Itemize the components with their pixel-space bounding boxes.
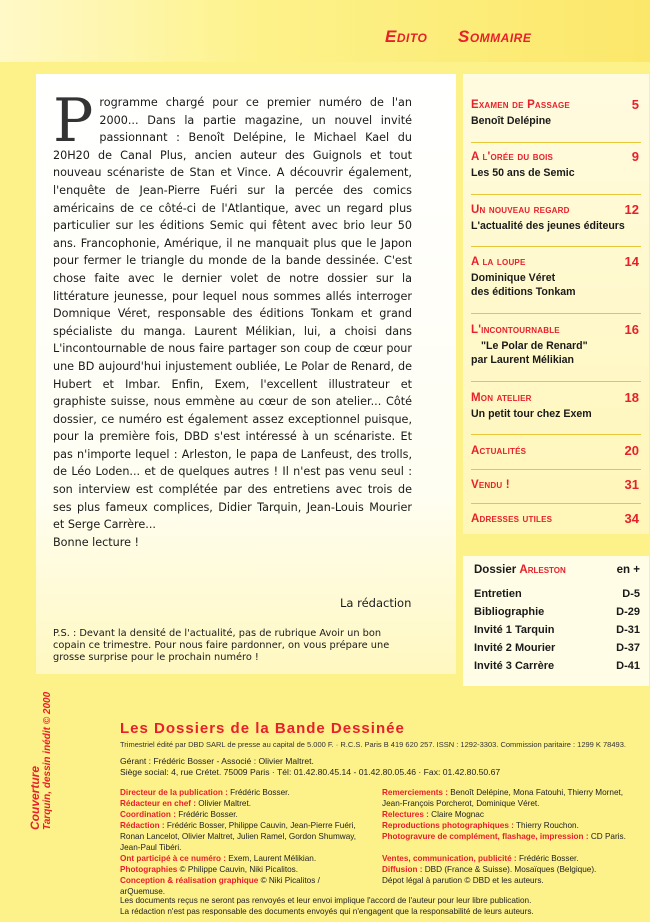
editorial-text: [53, 86, 412, 551]
credit-value: Frédéric Bosser.: [230, 788, 290, 797]
credit-label: Reproductions photographiques :: [382, 821, 514, 830]
toc-item[interactable]: [471, 99, 641, 128]
toc-page: 9: [631, 149, 639, 164]
legal-deposit: Dépot légal à parution © DBD et les auteurs.: [382, 876, 544, 885]
toc-subtitle: Les 50 ans de Semic: [471, 167, 575, 179]
dossier-item[interactable]: [474, 642, 640, 654]
dossier-label: Dossier: [474, 564, 517, 576]
header-strip: [0, 0, 650, 62]
credit-value: Thierry Rouchon.: [516, 821, 579, 830]
credit-value: Exem, Laurent Mélikian.: [228, 854, 317, 863]
dossier-item-label: Invité 2 Mourier: [474, 642, 556, 654]
toc-item[interactable]: [471, 256, 641, 299]
toc-page: 31: [624, 477, 639, 492]
dossier-name: Arleston: [519, 564, 566, 576]
credit-value: Benoît Delépine, Mona Fatouhi, Thierry Mornet, Jean-François Porcherot, Dominique Véret.: [382, 788, 624, 808]
credit-label: Rédacteur en chef :: [120, 799, 196, 808]
dossier-item[interactable]: [474, 624, 640, 636]
toc-title: Vendu !: [471, 479, 510, 491]
toc-item[interactable]: [471, 324, 641, 367]
dossier-item[interactable]: [474, 588, 640, 600]
toc-title: A la loupe: [471, 256, 526, 268]
toc-page: 12: [624, 202, 639, 217]
divider: [471, 246, 641, 247]
dossier-item-page: D-41: [616, 660, 640, 672]
toc-subtitle-2: des éditions Tonkam: [471, 286, 576, 298]
editorial-closing: Bonne lecture !: [53, 535, 140, 549]
credit-label: Diffusion :: [382, 865, 423, 874]
credit-label: Directeur de la publication :: [120, 788, 228, 797]
toc-subtitle: Dominique Véret: [471, 272, 556, 284]
toc-title: Adresses utiles: [471, 513, 553, 525]
toc-subtitle: L'actualité des jeunes éditeurs: [471, 220, 625, 232]
toc-page: 16: [624, 322, 639, 337]
toc-page: 20: [624, 443, 639, 458]
credit-label: Remerciements :: [382, 788, 448, 797]
credits-left: [120, 787, 360, 897]
divider: [471, 469, 641, 470]
toc-title: Examen de Passage: [471, 99, 570, 111]
dossier-item[interactable]: [474, 606, 640, 618]
divider: [471, 313, 641, 314]
address-line: Siège social: 4, rue Crétet. 75009 Paris · Tél: 01.42.80.45.14 - 01.42.80.05.46 · Fax: 01.42.80.50.67: [120, 767, 501, 777]
divider: [471, 503, 641, 504]
credit-label: Coordination :: [120, 810, 176, 819]
toc-subtitle-2: par Laurent Mélikian: [471, 354, 575, 366]
dossier-extra: en +: [616, 564, 640, 576]
postscript: P.S. : Devant la densité de l'actualité, pas de rubrique Avoir un bon copain ce trimestre. Pour nous faire pardonner, on vous prépare une grosse surprise pour le prochain numéro !: [53, 628, 390, 664]
credit-value: Claire Mognac: [431, 810, 484, 819]
dossier-item-label: Invité 3 Carrère: [474, 660, 555, 672]
credit-label: Relectures :: [382, 810, 429, 819]
toc-item[interactable]: [471, 392, 641, 421]
toc-page: 14: [624, 254, 639, 269]
credit-label: Ont participé à ce numéro :: [120, 854, 227, 863]
publisher-info: Trimestriel édité par DBD SARL de presse au capital de 5.000 F. · R.C.S. Paris B 419 620 257. ISSN : 1292-3303. Commission paritaire : 1299 K 78493.: [120, 740, 626, 749]
magazine-title: Les Dossiers de la Bande Dessinée: [120, 720, 405, 737]
dossier-item-page: D-5: [622, 588, 640, 600]
disclaimer: [120, 895, 550, 917]
toc-item[interactable]: [471, 204, 641, 233]
dropcap: P: [53, 86, 94, 156]
credit-value: Frédéric Bosser.: [518, 854, 579, 863]
divider: [471, 194, 641, 195]
dossier-item-page: D-37: [616, 642, 640, 654]
toc-title: L'incontournable: [471, 324, 560, 336]
dossier-item-page: D-29: [616, 606, 640, 618]
toc-page: 18: [624, 390, 639, 405]
header-sommaire: Sommaire: [458, 27, 532, 46]
editorial-paragraph: rogramme chargé pour ce premier numéro de l'an 2000... Dans la partie magazine, un nouvel invité passionnant : Benoît Delépine, le Michael Kael du 20H20 de Canal Plus, ancien auteur des Guignols et tout nouveau scénariste de Stan et Vince. A découvrir également, l'enquête de Jean-Pierre Fuéri sur la percée des comics américains de ce côté-ci de l'Atlantique, avec un regard plus particulier sur les éditions Semic qui fêtent avec brio leur 50 ans. Francophonie, Amérique, il ne manquait plus que le Japon pour fermer le triangle du monde de la bande dessinée. C'est chose faite avec le dernier volet de notre dossier sur la littérature jeunesse, pour lequel nous sommes allés interroger Domnique Véret, responsable des éditions Tonkam et grand spécialiste du manga. Laurent Mélikian, lui, a choisi dans L'incontournable de nous faire partager son coup de cœur pour une BD aujourd'hui injustement oubliée, Le Polar de Renard, de Hubert et Imbar. Enfin, Exem, l'excellent illustrateur et graphiste suisse, nous emmène au cœur de son atelier... Côté dossier, ce numéro est également assez exceptionnel puisque, pour la première fois, DBD s'est intéressé à un scénariste. Et pas n'importe lequel : Arleston, le papa de Lanfeust, des trolls, de Léo Loden... et de quelques autres ! Il n'est pas venu seul : son interview est complétée par des entretiens avec trois de ses plus fameux complices, Didier Tarquin, Jean-Louis Mourier et Serge Carrère...: [53, 96, 412, 532]
dossier-heading: [474, 564, 640, 576]
credit-label: Ventes, communication, publicité :: [382, 854, 517, 863]
credit-label: Conception & réalisation graphique: [120, 876, 259, 885]
credit-value: © Niki Picalitos / arQuemuse.: [120, 876, 320, 896]
divider: [471, 434, 641, 435]
divider: [471, 142, 641, 143]
credit-label: Photographies: [120, 865, 178, 874]
credit-value: Frédéric Bosser.: [178, 810, 238, 819]
toc-item[interactable]: [471, 479, 641, 491]
signature: La rédaction: [340, 596, 412, 610]
cover-credit-title: Couverture: [28, 765, 42, 830]
toc-subtitle: Benoît Delépine: [471, 115, 552, 127]
toc-subtitle: Un petit tour chez Exem: [471, 408, 592, 420]
dossier-item-label: Bibliographie: [474, 606, 545, 618]
toc-item[interactable]: [471, 445, 641, 457]
credit-value: © Philippe Cauvin, Niki Picalitos.: [179, 865, 299, 874]
header-edito: Edito: [385, 27, 428, 46]
dossier-item[interactable]: [474, 660, 640, 672]
dossier-item-label: Invité 1 Tarquin: [474, 624, 555, 636]
toc-title: A l'orée du bois: [471, 151, 554, 163]
toc-page: 34: [624, 511, 639, 526]
toc-item[interactable]: [471, 513, 641, 525]
toc-title: Actualités: [471, 445, 527, 457]
credit-value: DBD (France & Suisse). Mosaïques (Belgique).: [424, 865, 597, 874]
dossier-item-page: D-31: [616, 624, 640, 636]
credits-right: [382, 787, 627, 886]
sommaire-panel: [463, 74, 649, 534]
credit-value: Olivier Maltret.: [198, 799, 252, 808]
disclaimer-line-1: Les documents reçus ne seront pas renvoyés et leur envoi implique l'accord de l'auteur pour leur libre publication.: [120, 896, 532, 905]
dossier-item-label: Entretien: [474, 588, 522, 600]
toc-page: 5: [631, 97, 639, 112]
cover-credit: [28, 691, 53, 830]
credit-label: Rédaction :: [120, 821, 165, 830]
toc-title: Un nouveau regard: [471, 204, 570, 216]
cover-credit-text: Tarquin, dessin inédit © 2000: [42, 691, 53, 830]
toc-subtitle: "Le Polar de Renard": [481, 340, 588, 352]
credit-label: Photogravure de complément, flashage, impression :: [382, 832, 589, 841]
credit-value: CD Paris.: [590, 832, 626, 841]
disclaimer-line-2: La rédaction n'est pas responsable des documents envoyés qui n'engagent que la responsabilité de leurs auteurs.: [120, 907, 534, 916]
credit-value: Frédéric Bosser, Philippe Cauvin, Jean-Pierre Fuéri, Ronan Lancelot, Olivier Maltret, Julien Ramel, Gordon Shumway, Jean-Paul Tibéri.: [120, 821, 357, 852]
divider: [471, 381, 641, 382]
toc-item[interactable]: [471, 151, 641, 180]
toc-title: Mon atelier: [471, 392, 532, 404]
manager-line: Gérant : Frédéric Bosser - Associé : Olivier Maltret.: [120, 756, 314, 766]
